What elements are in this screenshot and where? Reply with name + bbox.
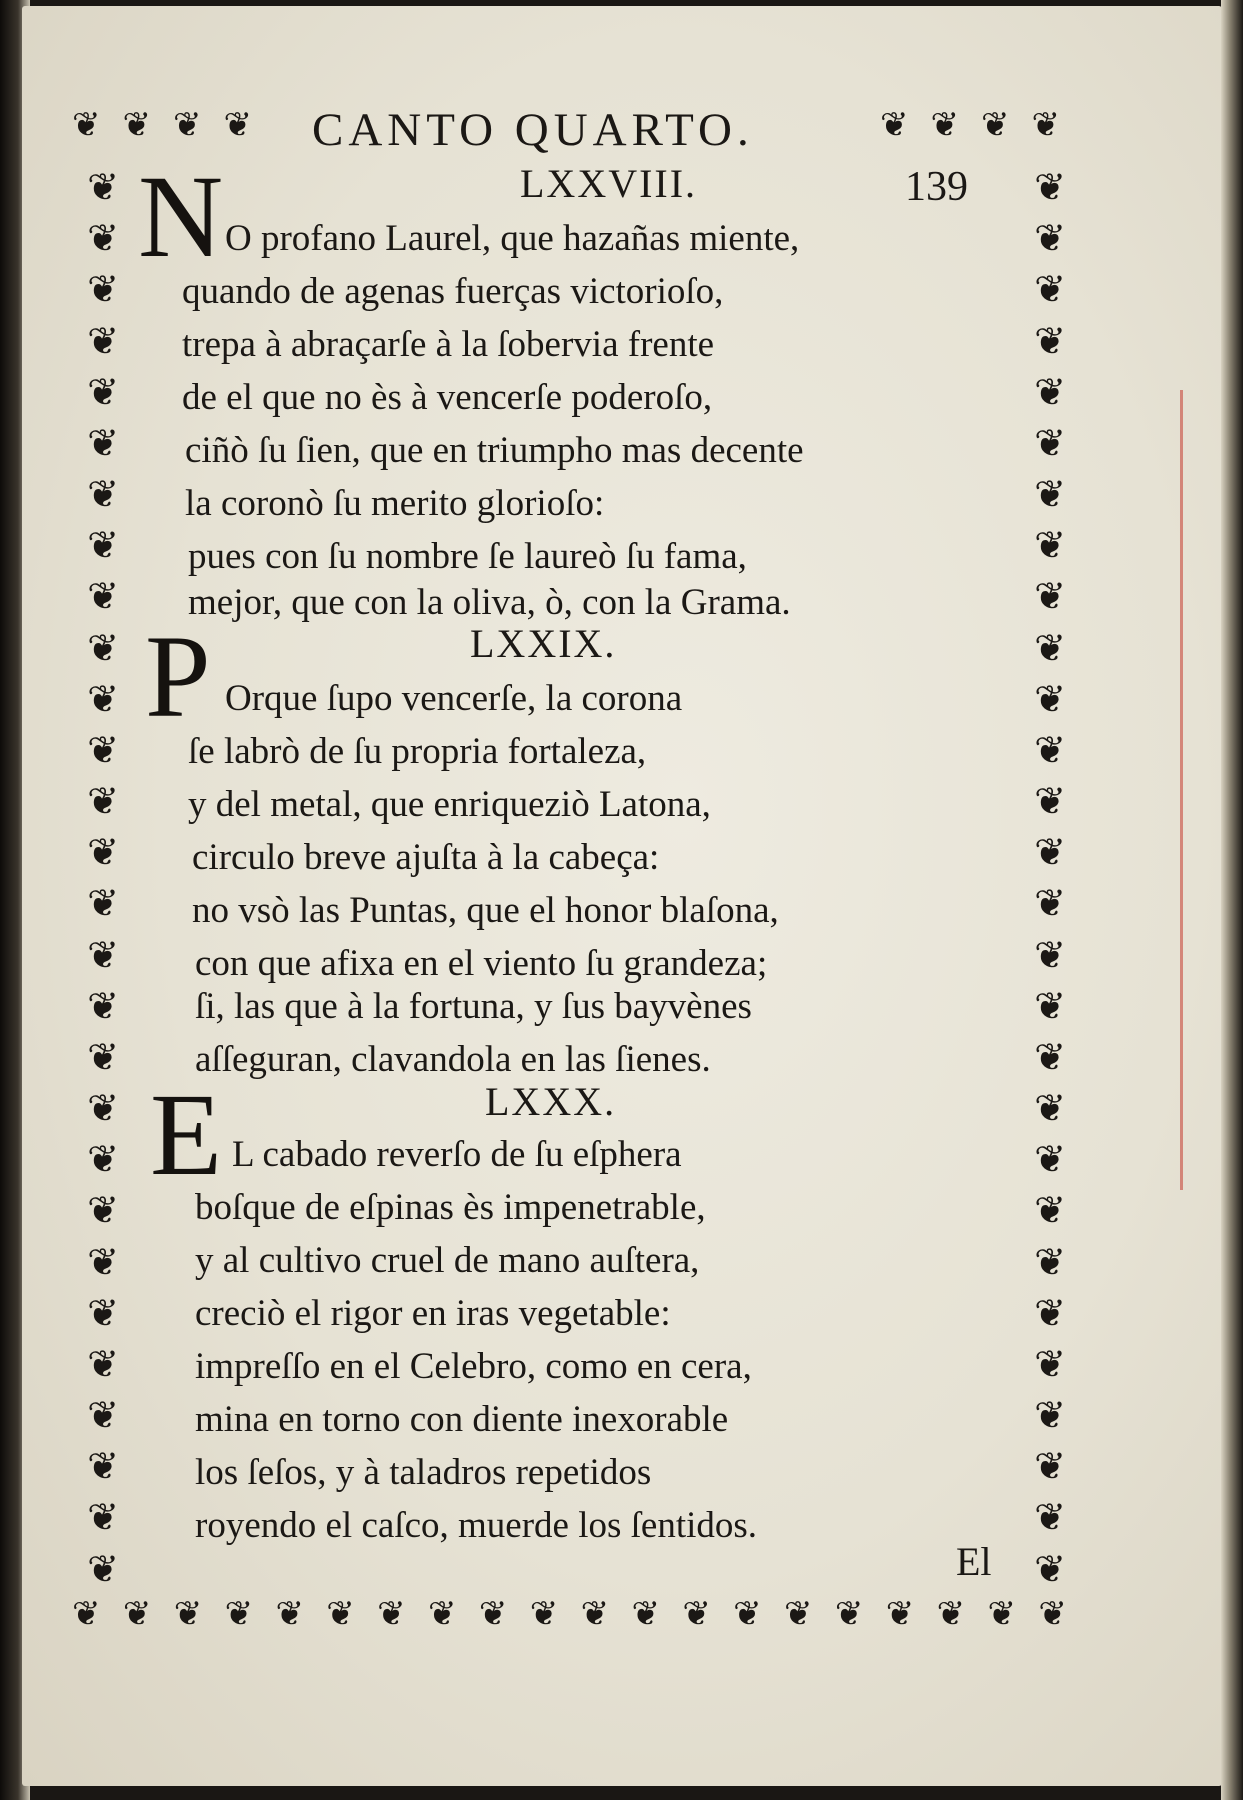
- fleuron-icon: ❦: [1034, 779, 1066, 824]
- fleuron-icon: ❦: [1034, 676, 1066, 721]
- fleuron-icon: ❦: [1034, 1188, 1066, 1233]
- fleuron-icon: ❦: [87, 625, 119, 670]
- verse-line: impreſſo en el Celebro, como en cera,: [195, 1346, 752, 1387]
- fleuron-icon: ❦: [834, 1594, 864, 1634]
- running-header: CANTO QUARTO.: [312, 104, 754, 156]
- verse-line: no vsò las Puntas, que el honor blaſona,: [192, 890, 779, 931]
- fleuron-icon: ❦: [87, 1188, 119, 1233]
- fleuron-icon: ❦: [87, 574, 119, 619]
- fleuron-icon: ❦: [936, 1594, 966, 1634]
- top-right-ornaments: [880, 105, 1060, 145]
- verse-line: creciò el rigor en iras vegetable:: [195, 1293, 671, 1334]
- fleuron-icon: ❦: [87, 1290, 119, 1335]
- fleuron-icon: ❦: [1034, 165, 1066, 209]
- fleuron-icon: ❦: [1034, 369, 1066, 414]
- fleuron-icon: ❦: [87, 472, 119, 517]
- verse-line: y del metal, que enriqueziò Latona,: [188, 784, 711, 825]
- verse-line: ſe labrò de ſu propria fortaleza,: [188, 731, 647, 772]
- fleuron-icon: ❦: [173, 105, 202, 145]
- fleuron-icon: ❦: [87, 1239, 119, 1284]
- fleuron-icon: ❦: [87, 1086, 119, 1131]
- fleuron-icon: ❦: [1034, 420, 1066, 465]
- fleuron-icon: ❦: [223, 105, 252, 145]
- fleuron-icon: ❦: [880, 105, 909, 145]
- fleuron-icon: ❦: [478, 1594, 508, 1634]
- verse-line: la coronò ſu merito glorioſo:: [185, 483, 605, 524]
- fleuron-icon: ❦: [72, 1594, 101, 1634]
- fleuron-icon: ❦: [87, 1393, 119, 1438]
- stanza-number: LXXVIII.: [520, 161, 698, 206]
- fleuron-icon: ❦: [1034, 983, 1066, 1028]
- fleuron-icon: ❦: [87, 1495, 119, 1540]
- fleuron-icon: ❦: [72, 105, 101, 145]
- verse-line: aſſeguran, clavandola en las ſienes.: [195, 1039, 711, 1080]
- verse-line: de el que no ès à vencerſe poderoſo,: [182, 377, 713, 418]
- fleuron-icon: ❦: [1034, 318, 1066, 363]
- fleuron-icon: ❦: [1034, 523, 1066, 568]
- drop-cap: P: [145, 611, 211, 742]
- verse-line: los ſeſos, y à taladros repetidos: [195, 1452, 652, 1493]
- fleuron-icon: ❦: [377, 1594, 406, 1634]
- fleuron-icon: ❦: [224, 1594, 254, 1634]
- fleuron-icon: ❦: [87, 1444, 119, 1489]
- fleuron-icon: ❦: [1034, 1546, 1066, 1591]
- page-edge: [1221, 0, 1243, 1800]
- fleuron-icon: ❦: [987, 1594, 1016, 1634]
- top-left-ornaments: [72, 105, 252, 145]
- verse-line: ciñò ſu ſien, que en triumpho mas decente: [185, 430, 804, 471]
- fleuron-icon: ❦: [1038, 1594, 1067, 1634]
- verse-line: royendo el caſco, muerde los ſentidos.: [195, 1505, 758, 1546]
- verse-line: circulo breve ajuſta à la cabeça:: [192, 837, 660, 878]
- fleuron-icon: ❦: [1034, 1137, 1066, 1182]
- fleuron-icon: ❦: [1031, 105, 1060, 145]
- bottom-ornament-border: [72, 1594, 1067, 1634]
- fleuron-icon: ❦: [428, 1594, 457, 1634]
- drop-cap: N: [138, 151, 224, 282]
- fleuron-icon: ❦: [1034, 1495, 1066, 1540]
- fleuron-icon: ❦: [87, 1137, 119, 1182]
- verse-line: mejor, que con la oliva, ò, con la Grama.: [188, 582, 791, 623]
- fleuron-icon: ❦: [631, 1594, 660, 1634]
- stanza-number: LXXIX.: [470, 621, 617, 666]
- page-number: 139: [905, 164, 968, 210]
- fleuron-icon: ❦: [1034, 1290, 1066, 1335]
- stanza-number: LXXX.: [485, 1079, 617, 1124]
- fleuron-icon: ❦: [784, 1594, 813, 1634]
- fleuron-icon: ❦: [87, 523, 119, 568]
- verse-line: mina en torno con diente inexorable: [195, 1399, 729, 1440]
- fleuron-icon: ❦: [87, 983, 119, 1028]
- fleuron-icon: ❦: [87, 932, 119, 977]
- fleuron-icon: ❦: [87, 318, 119, 363]
- red-edge-mark: [1180, 390, 1183, 1190]
- fleuron-icon: ❦: [87, 1546, 119, 1591]
- fleuron-icon: ❦: [930, 105, 959, 145]
- fleuron-icon: ❦: [885, 1594, 915, 1634]
- fleuron-icon: ❦: [1034, 1239, 1066, 1284]
- fleuron-icon: ❦: [87, 216, 119, 261]
- fleuron-icon: ❦: [1034, 932, 1066, 977]
- fleuron-icon: ❦: [1034, 1034, 1066, 1079]
- fleuron-icon: ❦: [529, 1594, 559, 1634]
- fleuron-icon: ❦: [173, 1594, 203, 1634]
- left-ornament-border: [78, 165, 128, 1591]
- fleuron-icon: ❦: [87, 830, 119, 875]
- fleuron-icon: ❦: [87, 420, 119, 465]
- fleuron-icon: ❦: [87, 369, 119, 414]
- fleuron-icon: ❦: [1034, 881, 1066, 926]
- fleuron-icon: ❦: [1034, 1086, 1066, 1131]
- fleuron-icon: ❦: [580, 1594, 610, 1634]
- verse-line: boſque de eſpinas ès impenetrable,: [195, 1187, 706, 1228]
- fleuron-icon: ❦: [122, 105, 151, 145]
- verse-line: quando de agenas fuerças victorioſo,: [182, 271, 724, 312]
- fleuron-icon: ❦: [1034, 830, 1066, 875]
- verse-line: pues con ſu nombre ſe laureò ſu fama,: [188, 536, 747, 577]
- fleuron-icon: ❦: [1034, 1393, 1066, 1438]
- fleuron-icon: ❦: [1034, 574, 1066, 619]
- fleuron-icon: ❦: [1034, 267, 1066, 312]
- verse-line: trepa à abraçarſe à la ſobervia frente: [182, 324, 715, 365]
- fleuron-icon: ❦: [87, 676, 119, 721]
- fleuron-icon: ❦: [87, 267, 119, 312]
- fleuron-icon: ❦: [122, 1594, 152, 1634]
- verse-line: O profano Laurel, que hazañas miente,: [225, 218, 800, 259]
- fleuron-icon: ❦: [1034, 625, 1066, 670]
- verse-line: con que afixa en el viento ſu grandeza;: [195, 943, 768, 984]
- verse-line: L cabado reverſo de ſu eſphera: [232, 1134, 682, 1175]
- fleuron-icon: ❦: [682, 1594, 711, 1634]
- catchword: El: [956, 1539, 992, 1584]
- fleuron-icon: ❦: [87, 881, 119, 926]
- fleuron-icon: ❦: [981, 105, 1010, 145]
- right-ornament-border: [1025, 165, 1075, 1591]
- fleuron-icon: ❦: [1034, 472, 1066, 517]
- fleuron-icon: ❦: [87, 1034, 119, 1079]
- verse-line: Orque ſupo vencerſe, la corona: [225, 678, 683, 719]
- fleuron-icon: ❦: [87, 779, 119, 824]
- drop-cap: E: [150, 1069, 223, 1200]
- fleuron-icon: ❦: [326, 1594, 355, 1634]
- verse-line: y al cultivo cruel de mano auſtera,: [195, 1240, 700, 1281]
- fleuron-icon: ❦: [733, 1594, 762, 1634]
- fleuron-icon: ❦: [1034, 727, 1066, 772]
- verse-line: ſi, las que à la fortuna, y ſus bayvènes: [195, 986, 752, 1027]
- fleuron-icon: ❦: [87, 165, 119, 209]
- fleuron-icon: ❦: [1034, 216, 1066, 261]
- fleuron-icon: ❦: [87, 1341, 119, 1386]
- fleuron-icon: ❦: [87, 727, 119, 772]
- fleuron-icon: ❦: [1034, 1341, 1066, 1386]
- fleuron-icon: ❦: [275, 1594, 304, 1634]
- fleuron-icon: ❦: [1034, 1444, 1066, 1489]
